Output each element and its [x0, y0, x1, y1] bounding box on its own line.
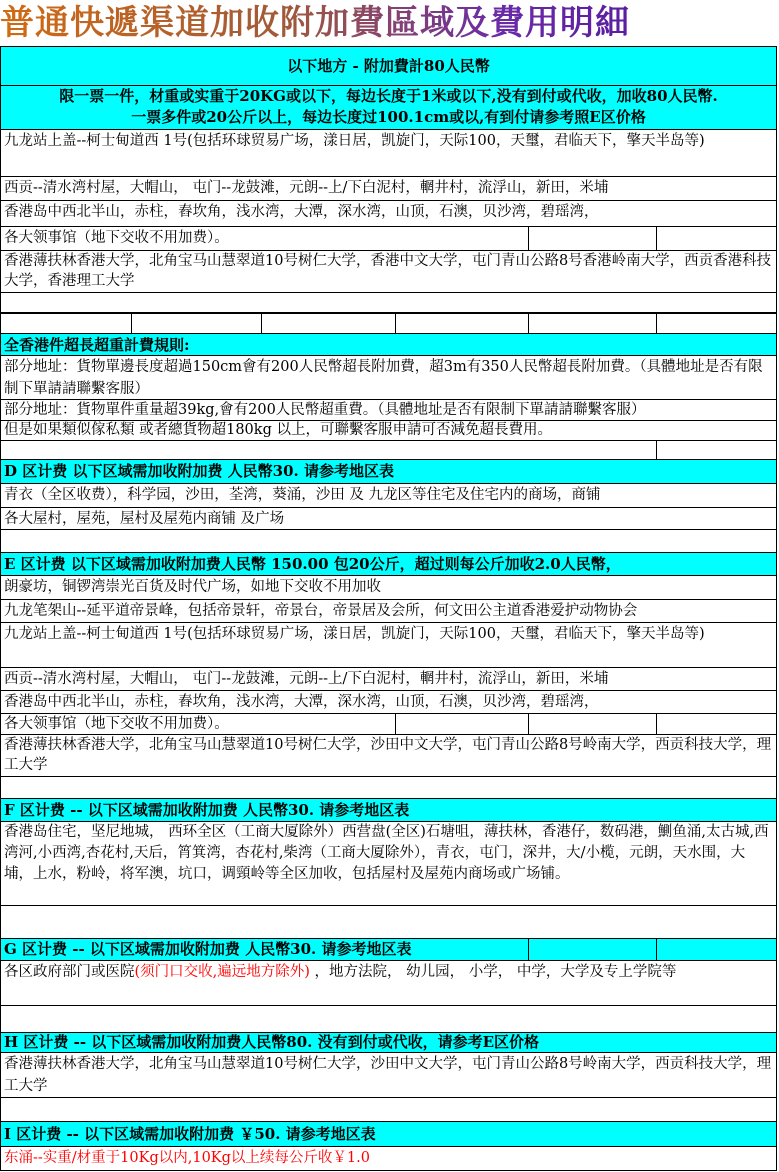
list-item: 香港岛住宅，坚尼地城， 西环全区（工商大厦除外）西营盘(全区)石塘咀，薄扶林，香港仔，数码港，鰂鱼涌,太古城,西湾河,小西湾,杏花村,天后，筲箕湾，杏花村,柴湾（工商大厦除外），青衣，屯门，深井，大/小榄，元朗，天水围，大埔，上水，粉岭，将军澳，坑口，调頸岭等全区加收，包括屋村及屋苑内商场或广场铺。	[0, 822, 777, 906]
divider	[0, 906, 777, 939]
section-f-header: F 区计费 -- 以下区域需加收附加费 人民幣30. 请参考地区表	[0, 799, 777, 822]
list-item: 香港薄扶林香港大学，北角宝马山慧翠道10号树仁大学，沙田中文大学，屯门青山公路8号岭南大学，西贡科技大学，理工大学	[0, 735, 777, 777]
page-title: 普通快遞渠道加收附加費區域及費用明細	[0, 3, 630, 43]
list-item: 香港岛中西北半山，赤柱，舂坎角，浅水湾，大潭，深水湾，山顶，石澳，贝沙湾，碧瑶湾，	[0, 691, 777, 714]
divider	[0, 313, 777, 334]
list-item: 香港岛中西北半山，赤柱，舂坎角，浅水湾，大潭，深水湾，山顶，石澳，贝沙湾，碧瑶湾，	[0, 201, 777, 227]
divider	[0, 1098, 777, 1122]
section-d-header: D 区计费 以下区域需加收附加费 人民幣30. 请参考地区表	[0, 460, 777, 484]
list-item: 西贡--清水湾村屋，大帽山， 屯门--龙鼓滩，元朗--上/下白泥村，輞井村，流浮山，新田，米埔	[0, 668, 777, 691]
divider	[0, 1006, 777, 1033]
list-item: 九龙站上盖--柯士甸道西 1号(包括环球贸易广场，漾日居，凯旋门，天际100，天璽，君临天下，擎天半岛等)	[0, 623, 777, 668]
section-g-header: G 区计费 -- 以下区域需加收附加费 人民幣30. 请参考地区表	[0, 939, 777, 961]
list-item: 青衣（全区收费），科学园，沙田，荃湾，葵涌，沙田 及 九龙区等住宅及住宅内的商场，商铺	[0, 484, 777, 508]
list-item: 各区政府部门或医院(须门口交收,遍远地方除外) ，地方法院， 幼儿园， 小学， 中学，大学及专上学院等	[0, 961, 777, 1006]
list-item: 部分地址：貨物單邊長度超過150cm會有200人民幣超長附加費，超3m有350人民幣超長附加費。（具體地址是否有限制下單請請聯繫客服）	[0, 356, 777, 400]
divider	[0, 777, 777, 799]
section-h-header: H 区计费 -- 以下区域需加收附加费人民幣80. 没有到付或代收，请参考E区价格	[0, 1033, 777, 1053]
list-item: 部分地址：貨物單件重量超39kg,會有200人民幣超重費。（具體地址是否有限制下單請請聯繫客服）	[0, 400, 777, 421]
list-item: 各大领事馆（地下交收不用加费）。	[0, 227, 777, 251]
divider	[0, 530, 777, 553]
divider	[0, 441, 777, 460]
section-80-header: 以下地方 - 附加費計80人民幣	[0, 46, 777, 86]
list-item: 各大屋村，屋苑，屋村及屋苑内商铺 及广场	[0, 508, 777, 530]
section-oversize-header: 全香港件超長超重計費規則:	[0, 334, 777, 356]
list-item: 朗豪坊，铜锣湾崇光百货及时代广场，如地下交收不用加收	[0, 576, 777, 600]
list-item: 但是如果類似傢私類 或者總貨物超180kg 以上，可聯繫客服申請可否減免超長費用。	[0, 421, 777, 441]
list-item: 西贡--清水湾村屋，大帽山， 屯门--龙鼓滩，元朗--上/下白泥村，輞井村，流浮山，新田，米埔	[0, 177, 777, 201]
section-i-header: I 区计费 -- 以下区域需加收附加费 ￥50. 请参考地区表	[0, 1122, 777, 1147]
list-item: 香港薄扶林香港大学，北角宝马山慧翠道10号树仁大学，沙田中文大学，屯门青山公路8号岭南大学，西贡科技大学，理工大学	[0, 1053, 777, 1098]
list-item: 各大领事馆（地下交收不用加费）。	[0, 714, 777, 735]
section-e-header: E 区计费 以下区域需加收附加费人民幣 150.00 包20公斤，超过则每公斤加收2.0人民幣，	[0, 553, 777, 576]
list-item: 九龙站上盖--柯士甸道西 1号(包括环球贸易广场，漾日居，凯旋门，天际100，天璽，君临天下，擎天半岛等)	[0, 130, 777, 177]
list-item: 九龙笔架山--延平道帝景峰，包括帝景轩，帝景台，帝景居及会所，何文田公主道香港爱护动物协会	[0, 600, 777, 623]
list-item: 东涌--实重/材重于10Kg以内,10Kg以上续每公斤收￥1.0	[0, 1147, 777, 1171]
section-80-rule: 限一票一件，材重或实重于20KG或以下，每边长度于1米或以下,没有到付或代收，加收80人民幣. 一票多件或20公斤以上，每边长度过100.1cm或以,有到付请参考照E区价格	[0, 86, 777, 130]
list-item: 香港薄扶林香港大学，北角宝马山慧翠道10号树仁大学，香港中文大学，屯门青山公路8号香港岭南大学，西贡香港科技大学，香港理工大学	[0, 251, 777, 293]
divider	[0, 293, 777, 313]
